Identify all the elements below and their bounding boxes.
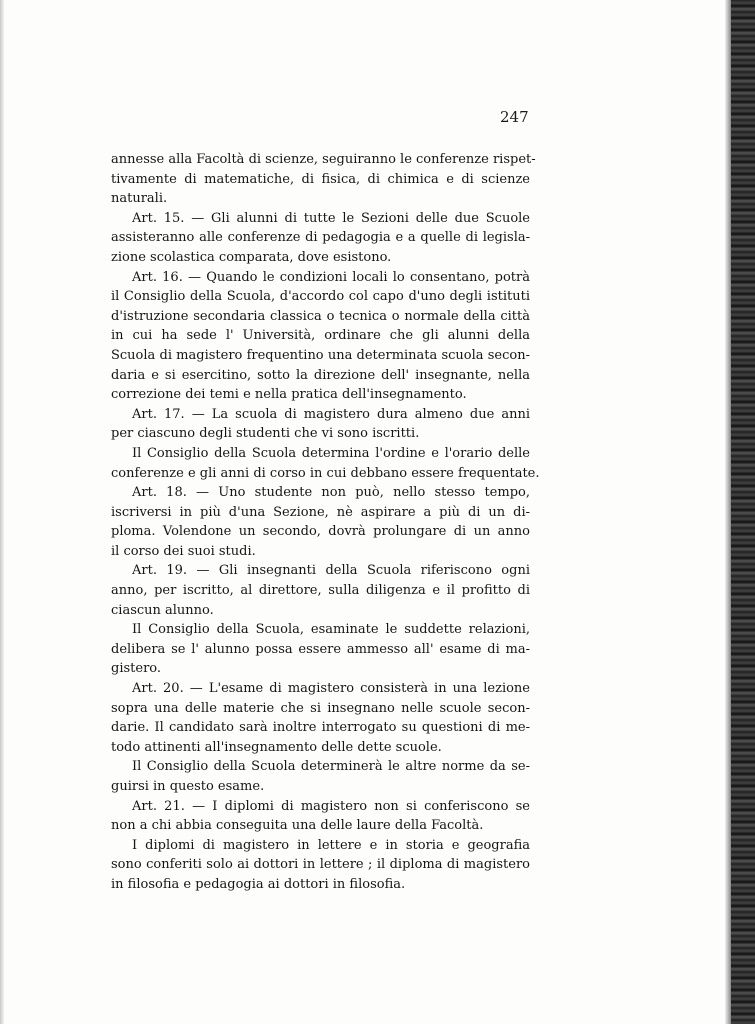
text-line: daria e si esercitino, sotto la direzione dell' insegnante, nella: [111, 367, 530, 383]
text-line: delibera se l' alunno possa essere ammesso all' esame di ma-: [111, 641, 530, 657]
text-line: iscriversi in più d'una Sezione, nè aspirare a più di un di-: [111, 504, 530, 520]
text-line: per ciascuno degli studenti che vi sono iscritti.: [111, 426, 420, 442]
book-binding-edge: [731, 0, 755, 1024]
text-line: Art. 16. — Quando le condizioni locali lo consentano, potrà: [132, 269, 530, 285]
text-line: Art. 21. — I diplomi di magistero non si conferiscono se: [132, 798, 530, 814]
text-line: Il Consiglio della Scuola, esaminate le suddette relazioni,: [132, 622, 530, 638]
text-line: sono conferiti solo ai dottori in lettere ; il diploma di magistero: [111, 857, 530, 873]
text-line: Art. 17. — La scuola di magistero dura almeno due anni: [132, 406, 530, 422]
text-line: darie. Il candidato sarà inoltre interrogato su questioni di me-: [111, 720, 530, 736]
text-line: il corso dei suoi studi.: [111, 543, 256, 559]
text-line: assisteranno alle conferenze di pedagogia e a quelle di legisla-: [111, 230, 530, 246]
text-line: Art. 15. — Gli alunni di tutte le Sezioni delle due Scuole: [132, 210, 530, 226]
text-line: tivamente di matematiche, di fisica, di chimica e di scienze: [111, 171, 530, 187]
text-line: Art. 18. — Uno studente non può, nello stesso tempo,: [132, 485, 530, 501]
text-line: il Consiglio della Scuola, d'accordo col capo d'uno degli istituti: [111, 289, 530, 305]
body-text: [111, 150, 540, 895]
text-line: Il Consiglio della Scuola determinerà le altre norme da se-: [132, 759, 530, 775]
text-line: in filosofia e pedagogia ai dottori in filosofia.: [111, 876, 406, 892]
text-line: Scuola di magistero frequentino una determinata scuola secon-: [111, 347, 530, 363]
text-line: gistero.: [111, 661, 162, 677]
text-line: guirsi in questo esame.: [111, 779, 265, 794]
text-line: sopra una delle materie che si insegnano nelle scuole secon-: [111, 700, 530, 716]
text-line: Art. 19. — Gli insegnanti della Scuola riferiscono ogni: [132, 563, 530, 579]
page-number: 247: [500, 108, 529, 126]
text-line: correzione dei temi e nella pratica dell'insegnamento.: [111, 387, 467, 403]
text-line: non a chi abbia conseguita una delle laure della Facoltà.: [111, 818, 484, 834]
text-line: annesse alla Facoltà di scienze, seguiranno le conferenze rispet-: [111, 152, 536, 167]
text-line: todo attinenti all'insegnamento delle dette scuole.: [111, 739, 442, 755]
text-line: Art. 20. — L'esame di magistero consisterà in una lezione: [132, 681, 530, 697]
text-line: in cui ha sede l' Università, ordinare che gli alunni della: [111, 328, 530, 344]
text-line: Il Consiglio della Scuola determina l'ordine e l'orario delle: [132, 445, 530, 461]
text-line: naturali.: [111, 191, 168, 207]
text-line: ploma. Volendone un secondo, dovrà prolungare di un anno: [111, 524, 530, 540]
text-line: ciascun alunno.: [111, 602, 214, 618]
text-line: conferenze e gli anni di corso in cui debbano essere frequentate.: [111, 465, 540, 481]
text-line: anno, per iscritto, al direttore, sulla diligenza e il profitto di: [111, 583, 530, 599]
text-line: d'istruzione secondaria classica o tecnica o normale della città: [111, 308, 530, 324]
text-line: I diplomi di magistero in lettere e in storia e geografia: [132, 837, 530, 853]
text-line: zione scolastica comparata, dove esistono.: [111, 249, 392, 265]
page-left-edge: [0, 0, 4, 1024]
